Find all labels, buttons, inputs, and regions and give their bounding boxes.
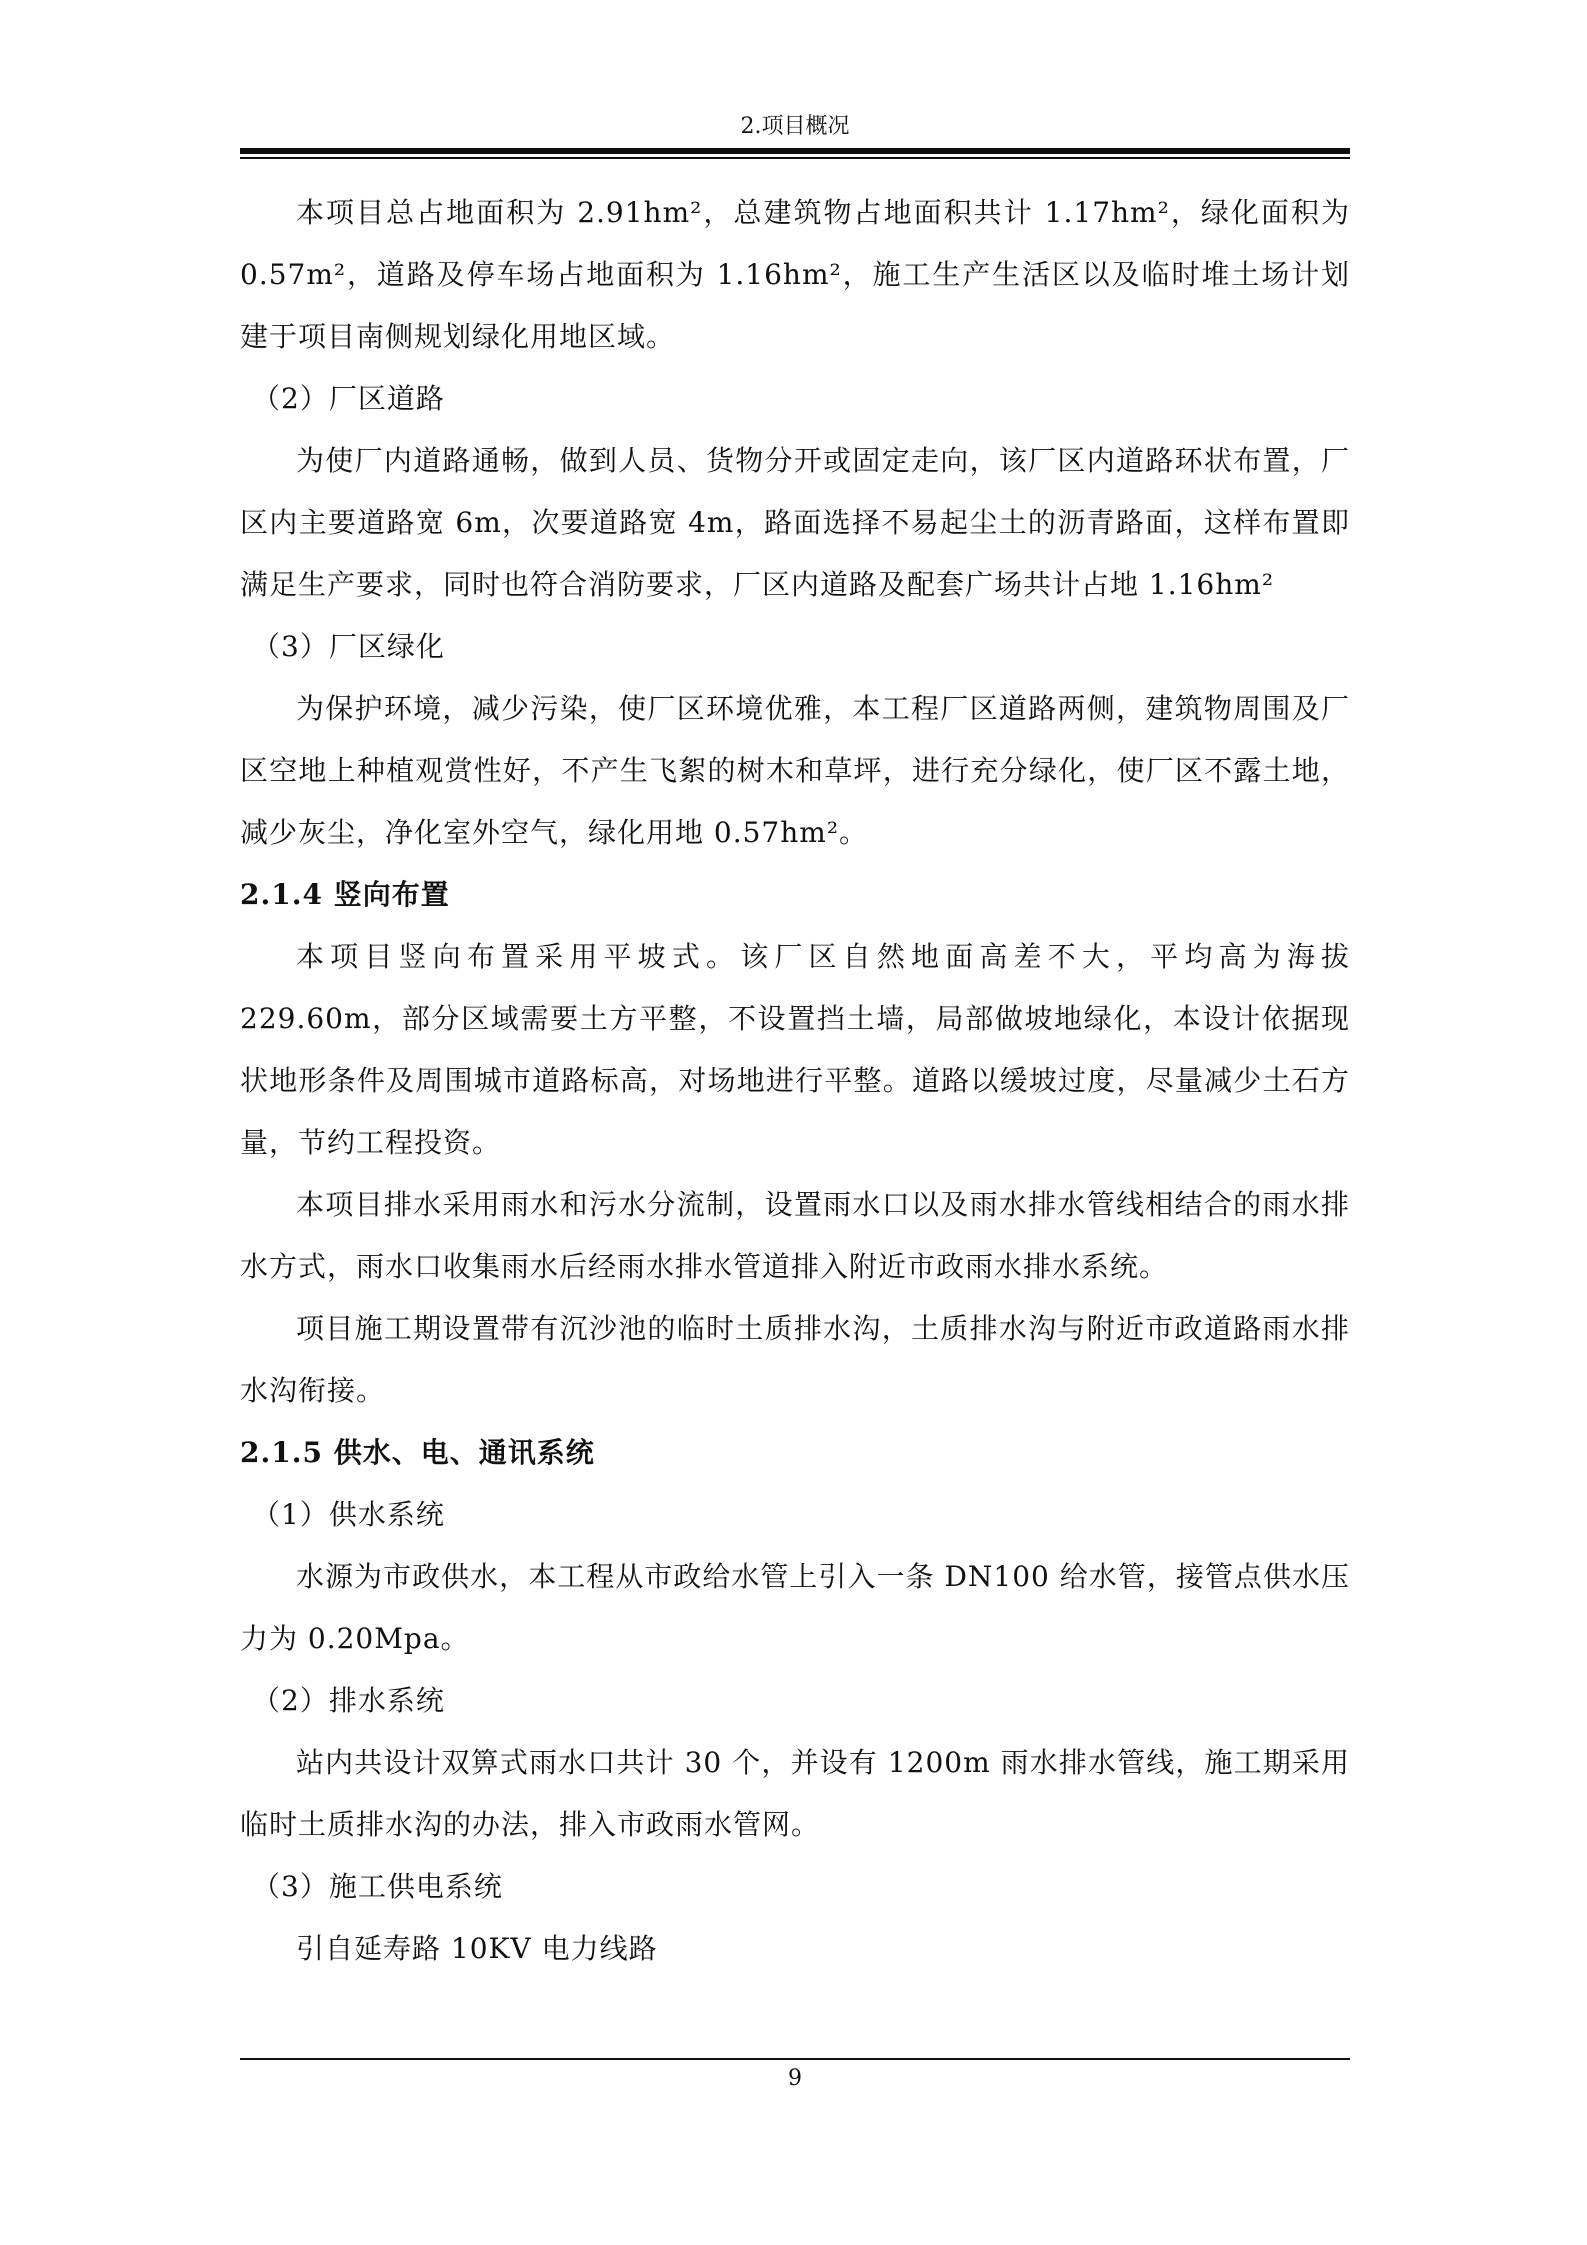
subheading-plant-roads: （2）厂区道路 (252, 382, 445, 415)
paragraph-construction-drainage: 项目施工期设置带有沉沙池的临时土质排水沟，土质排水沟与附近市政道路雨水排水沟衔接。 (240, 1312, 1350, 1407)
section-heading-utilities: 2.1.5 供水、电、通讯系统 (240, 1436, 595, 1469)
paragraph-plant-roads: 为使厂内道路通畅，做到人员、货物分开或固定走向，该厂区内道路环状布置，厂区内主要道路宽 6m，次要道路宽 4m，路面选择不易起尘土的沥青路面，这样布置即满足生产要求，同时也符合消防要求，厂区内道路及配套广场共计占地 1.16hm² (240, 444, 1350, 601)
paragraph-drainage-system: 站内共设计双箅式雨水口共计 30 个，并设有 1200m 雨水排水管线，施工期采用临时土质排水沟的办法，排入市政雨水管网。 (240, 1746, 1350, 1841)
paragraph-water-supply: 水源为市政供水，本工程从市政给水管上引入一条 DN100 给水管，接管点供水压力为 0.20Mpa。 (240, 1560, 1350, 1655)
subheading-power-supply: （3）施工供电系统 (252, 1870, 503, 1903)
section-heading-vertical-layout: 2.1.4 竖向布置 (240, 878, 450, 911)
paragraph-land-area: 本项目总占地面积为 2.91hm²，总建筑物占地面积共计 1.17hm²，绿化面积为 0.57m²，道路及停车场占地面积为 1.16hm²，施工生产生活区以及临时堆土场计划建于项目南侧规划绿化用地区域。 (240, 196, 1350, 353)
subheading-water-supply: （1）供水系统 (252, 1498, 445, 1531)
page-header-title: 2.项目概况 (740, 114, 850, 139)
paragraph-drainage-method: 本项目排水采用雨水和污水分流制，设置雨水口以及雨水排水管线相结合的雨水排水方式，雨水口收集雨水后经雨水排水管道排入附近市政雨水排水系统。 (240, 1188, 1350, 1283)
footer-rule (240, 2058, 1350, 2060)
paragraph-vertical-layout: 本项目竖向布置采用平坡式。该厂区自然地面高差不大，平均高为海拔 229.60m，部分区域需要土方平整，不设置挡土墙，局部做坡地绿化，本设计依据现状地形条件及周围城市道路标高，对场地进行平整。道路以缓坡过度，尽量减少土石方量，节约工程投资。 (240, 940, 1350, 1159)
document-body (240, 182, 1350, 1980)
header-rule-thick (240, 148, 1350, 154)
page-number: 9 (788, 2066, 802, 2091)
paragraph-plant-greening: 为保护环境，减少污染，使厂区环境优雅，本工程厂区道路两侧，建筑物周围及厂区空地上种植观赏性好，不产生飞絮的树木和草坪，进行充分绿化，使厂区不露土地，减少灰尘，净化室外空气，绿化用地 0.57hm²。 (240, 692, 1350, 849)
paragraph-power-supply: 引自延寿路 10KV 电力线路 (296, 1932, 658, 1965)
subheading-drainage-system: （2）排水系统 (252, 1684, 445, 1717)
header-rule-thin (240, 157, 1350, 159)
subheading-plant-greening: （3）厂区绿化 (252, 630, 445, 663)
